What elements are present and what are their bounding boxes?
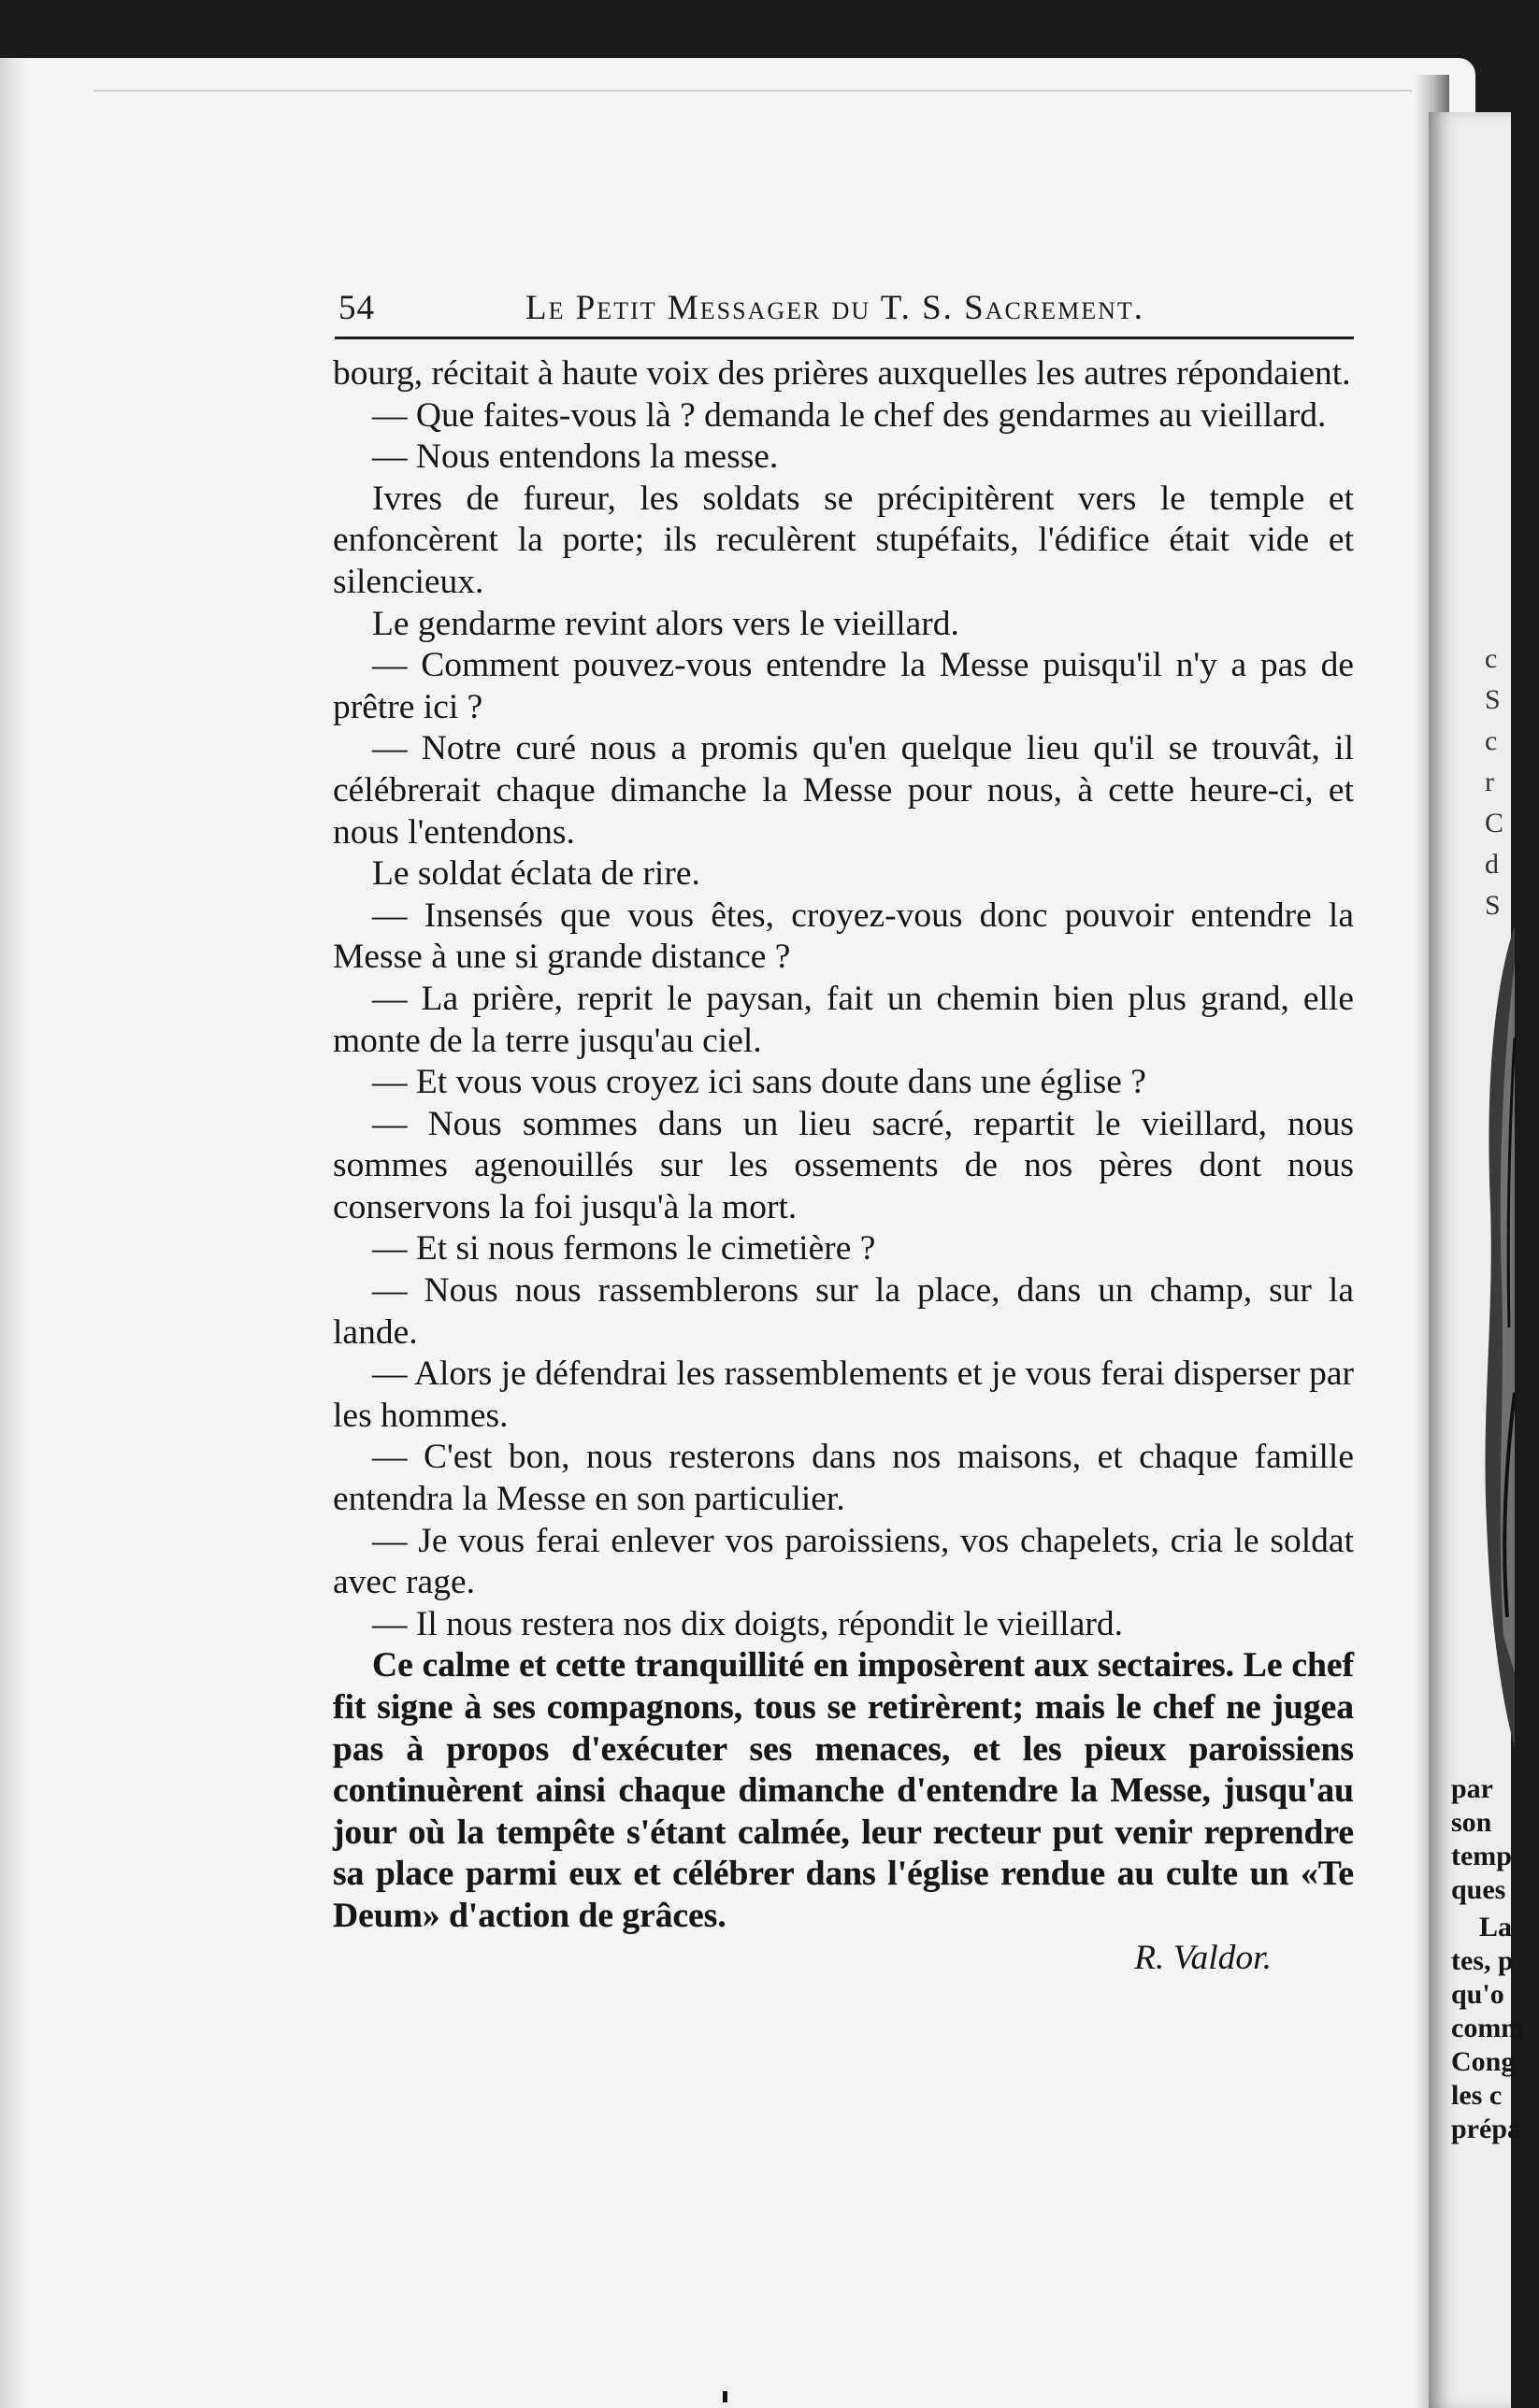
adjacent-page-letter: S xyxy=(1485,890,1501,921)
page-number: 54 xyxy=(338,289,375,327)
adjacent-page-line: qu'o xyxy=(1451,1979,1504,2010)
adjacent-page-line: Cong xyxy=(1451,2046,1516,2077)
paragraph: — Je vous ferai enlever vos paroissiens, vos chapelets, cria le soldat avec rage. xyxy=(333,1521,1354,1602)
paragraph: — Il nous restera nos dix doigts, répondit le vieillard. xyxy=(372,1604,1123,1643)
adjacent-page-illustration xyxy=(1477,925,1515,1748)
running-head xyxy=(338,288,1350,337)
article-body xyxy=(333,353,1354,1979)
running-head-title: Le Petit Messager du T. S. Sacrement. xyxy=(525,289,1144,327)
paragraph: — Et vous vous croyez ici sans doute dans une église ? xyxy=(372,1063,1146,1102)
paragraph: Ivres de fureur, les soldats se précipitèrent vers le temple et enfoncèrent la porte; ils reculèrent stupéfaits, l'édifice était vide et silencieux. xyxy=(333,479,1354,601)
author-signature: R. Valdor. xyxy=(1134,1938,1272,1977)
paragraph: Ce calme et cette tranquillité en imposèrent aux sectaires. Le chef fit signe à ses compagnons, tous se retirèrent; mais le chef ne jugea pas à propos d'exécuter ses menaces, et les pieux paroissiens continuèrent ainsi chaque dimanche d'entendre la Messe, jusqu'au jour où la tempête s'étant calmée, leur recteur put venir reprendre sa place parmi eux et célébrer dans l'église rendue au culte un «Te Deum» d'action de grâces. xyxy=(333,1646,1354,1935)
page-top-edge xyxy=(93,90,1412,92)
paragraph: Le gendarme revint alors vers le vieillard. xyxy=(372,604,959,643)
paragraph: — La prière, reprit le paysan, fait un chemin bien plus grand, elle monte de la terre jusqu'au ciel. xyxy=(333,979,1354,1060)
adjacent-page-letter: d xyxy=(1485,849,1499,880)
adjacent-page-letter: c xyxy=(1485,725,1498,756)
paragraph: — Nous sommes dans un lieu sacré, repartit le vieillard, nous sommes agenouillés sur les ossements de nos pères dont nous conservons la foi jusqu'à la mort. xyxy=(333,1104,1354,1226)
paragraph: bourg, récitait à haute voix des prières auxquelles les autres répondaient. xyxy=(333,354,1351,393)
adjacent-page-letter: C xyxy=(1485,808,1504,838)
paragraph: — Insensés que vous êtes, croyez-vous donc pouvoir entendre la Messe à une si grande distance ? xyxy=(333,896,1354,977)
paragraph: — Nous entendons la messe. xyxy=(372,437,779,477)
adjacent-page-letter: r xyxy=(1485,767,1494,797)
adjacent-page-line: son xyxy=(1451,1807,1492,1838)
adjacent-page-letter: S xyxy=(1485,684,1501,715)
paragraph: — Et si nous fermons le cimetière ? xyxy=(372,1229,876,1268)
scan-mark xyxy=(723,2391,727,2402)
paragraph: Le soldat éclata de rire. xyxy=(372,854,700,894)
paragraph: — Nous nous rassemblerons sur la place, dans un champ, sur la lande. xyxy=(333,1271,1354,1352)
header-rule xyxy=(335,337,1354,339)
adjacent-page-line: La xyxy=(1479,1912,1513,1942)
adjacent-page-line: par xyxy=(1451,1773,1493,1804)
adjacent-page-line: tes, p xyxy=(1451,1945,1514,1976)
adjacent-page-line: ques xyxy=(1451,1874,1506,1905)
adjacent-page-line: temp xyxy=(1451,1841,1512,1871)
paragraph: — C'est bon, nous resterons dans nos maisons, et chaque famille entendra la Messe en son particulier. xyxy=(333,1438,1354,1519)
paragraph: — Alors je défendrai les rassemblements et je vous ferai disperser par les hommes. xyxy=(333,1354,1354,1435)
adjacent-page-line: les c xyxy=(1451,2080,1503,2111)
page-edge-shadow xyxy=(0,58,30,2408)
adjacent-page-line: prépa xyxy=(1451,2114,1521,2144)
paragraph: — Que faites-vous là ? demanda le chef des gendarmes au vieillard. xyxy=(372,395,1327,435)
paragraph: — Notre curé nous a promis qu'en quelque lieu qu'il se trouvât, il célébrerait chaque dimanche la Messe pour nous, à cette heure-ci, et nous l'entendons. xyxy=(333,729,1354,852)
adjacent-page-letter: c xyxy=(1485,643,1498,674)
adjacent-page-line: comm xyxy=(1451,2013,1525,2043)
paragraph: — Comment pouvez-vous entendre la Messe puisqu'il n'y a pas de prêtre ici ? xyxy=(333,646,1354,726)
